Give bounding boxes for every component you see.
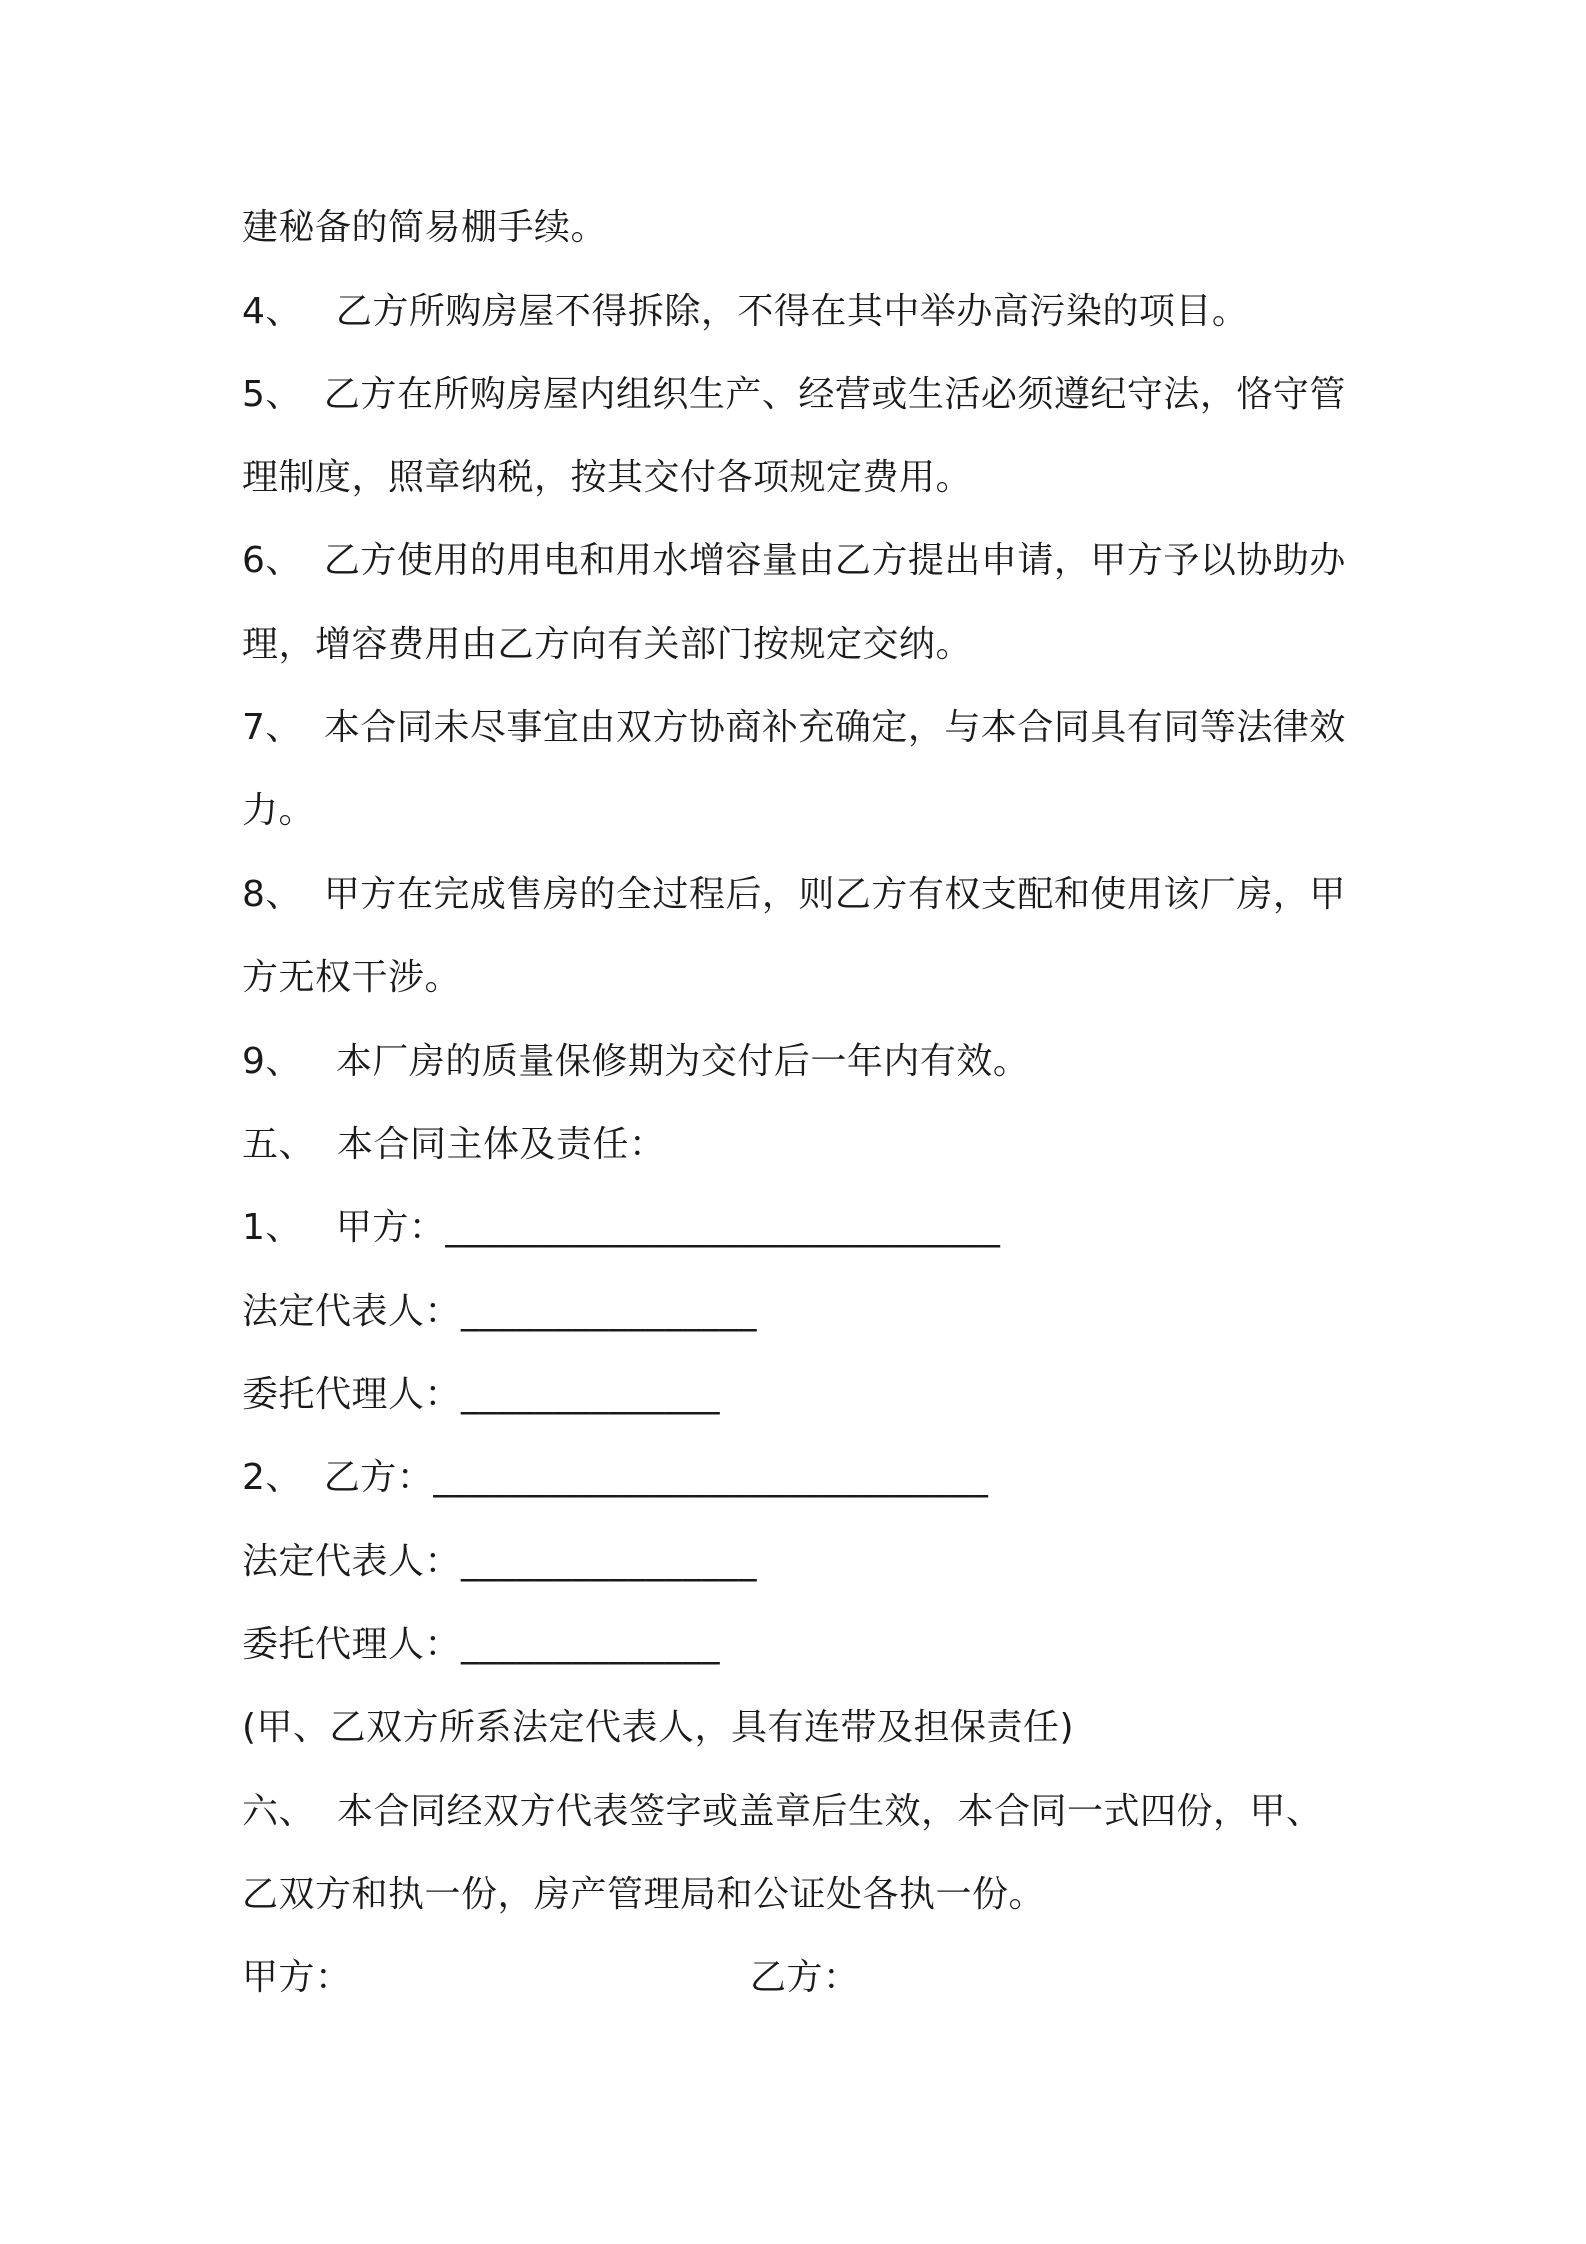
section-5-heading bbox=[242, 1123, 666, 1167]
party-a-legal-rep-line bbox=[242, 1290, 757, 1334]
party-a-line bbox=[242, 1206, 1000, 1250]
clause-number: 5、 bbox=[242, 374, 302, 415]
legal-rep-field: 法定代表人：________________ bbox=[242, 1541, 758, 1582]
party-b-line bbox=[242, 1456, 988, 1500]
clause-text: 本合同未尽事宜由双方协商补充确定，与本合同具有同等法律效 bbox=[323, 707, 1346, 748]
clause-number: 8、 bbox=[242, 874, 302, 915]
signature-line-b bbox=[750, 1956, 860, 2000]
section-text: 本合同经双方代表签字或盖章后生效，本合同一式四份，甲、 bbox=[337, 1791, 1323, 1832]
clause-7-continued bbox=[242, 789, 315, 833]
section-6 bbox=[242, 1790, 1323, 1834]
section-number: 五、 bbox=[242, 1124, 316, 1165]
clause-text: 理制度，照章纳税，按其交付各项规定费用。 bbox=[242, 457, 973, 498]
party-b-legal-rep-line bbox=[242, 1540, 757, 1584]
signature-party-b: 乙方： bbox=[750, 1957, 860, 1998]
party-b-agent-line bbox=[242, 1623, 720, 1667]
signature-party-a: 甲方： bbox=[242, 1957, 352, 1998]
clause-6-continued bbox=[242, 623, 972, 667]
section-6-continued bbox=[242, 1873, 1045, 1917]
clause-8-continued bbox=[242, 956, 461, 1000]
clause-text: 乙方所购房屋不得拆除，不得在其中举办高污染的项目。 bbox=[335, 291, 1249, 332]
clause-number: 9、 bbox=[242, 1041, 302, 1082]
clause-5 bbox=[242, 373, 1346, 417]
item-number: 1、 bbox=[242, 1207, 302, 1248]
clause-number: 7、 bbox=[242, 707, 302, 748]
party-a-agent-line bbox=[242, 1373, 720, 1417]
note-text: (甲、乙双方所系法定代表人，具有连带及担保责任) bbox=[242, 1707, 1075, 1748]
clause-number: 6、 bbox=[242, 540, 302, 581]
clause-text: 理，增容费用由乙方向有关部门按规定交纳。 bbox=[242, 624, 973, 665]
clause-7 bbox=[242, 706, 1346, 750]
paragraph-line bbox=[242, 206, 607, 250]
party-a-field: 甲方：______________________________ bbox=[335, 1207, 1001, 1248]
clause-text: 力。 bbox=[242, 790, 316, 831]
agent-field: 委托代理人：______________ bbox=[242, 1374, 721, 1415]
clause-8 bbox=[242, 873, 1346, 917]
clause-text: 乙方使用的用电和用水增容量由乙方提出申请，甲方予以协助办 bbox=[323, 540, 1346, 581]
clause-6 bbox=[242, 539, 1346, 583]
clause-text: 方无权干涉。 bbox=[242, 957, 462, 998]
clause-number: 4、 bbox=[242, 291, 302, 332]
party-b-field: 乙方：______________________________ bbox=[323, 1457, 989, 1498]
section-text: 乙双方和执一份，房产管理局和公证处各执一份。 bbox=[242, 1874, 1046, 1915]
section-title: 本合同主体及责任： bbox=[337, 1124, 666, 1165]
clause-text: 甲方在完成售房的全过程后，则乙方有权支配和使用该厂房，甲 bbox=[323, 874, 1346, 915]
liability-note bbox=[242, 1706, 1074, 1750]
section-number: 六、 bbox=[242, 1791, 316, 1832]
clause-text: 本厂房的质量保修期为交付后一年内有效。 bbox=[335, 1041, 1030, 1082]
clause-5-continued bbox=[242, 456, 972, 500]
text-line-1: 建秘备的简易棚手续。 bbox=[242, 207, 608, 248]
clause-text: 乙方在所购房屋内组织生产、经营或生活必须遵纪守法，恪守管 bbox=[323, 374, 1346, 415]
agent-field: 委托代理人：______________ bbox=[242, 1624, 721, 1665]
clause-4 bbox=[242, 290, 1248, 334]
legal-rep-field: 法定代表人：________________ bbox=[242, 1291, 758, 1332]
signature-line bbox=[242, 1956, 352, 2000]
clause-9 bbox=[242, 1040, 1029, 1084]
item-number: 2、 bbox=[242, 1457, 302, 1498]
